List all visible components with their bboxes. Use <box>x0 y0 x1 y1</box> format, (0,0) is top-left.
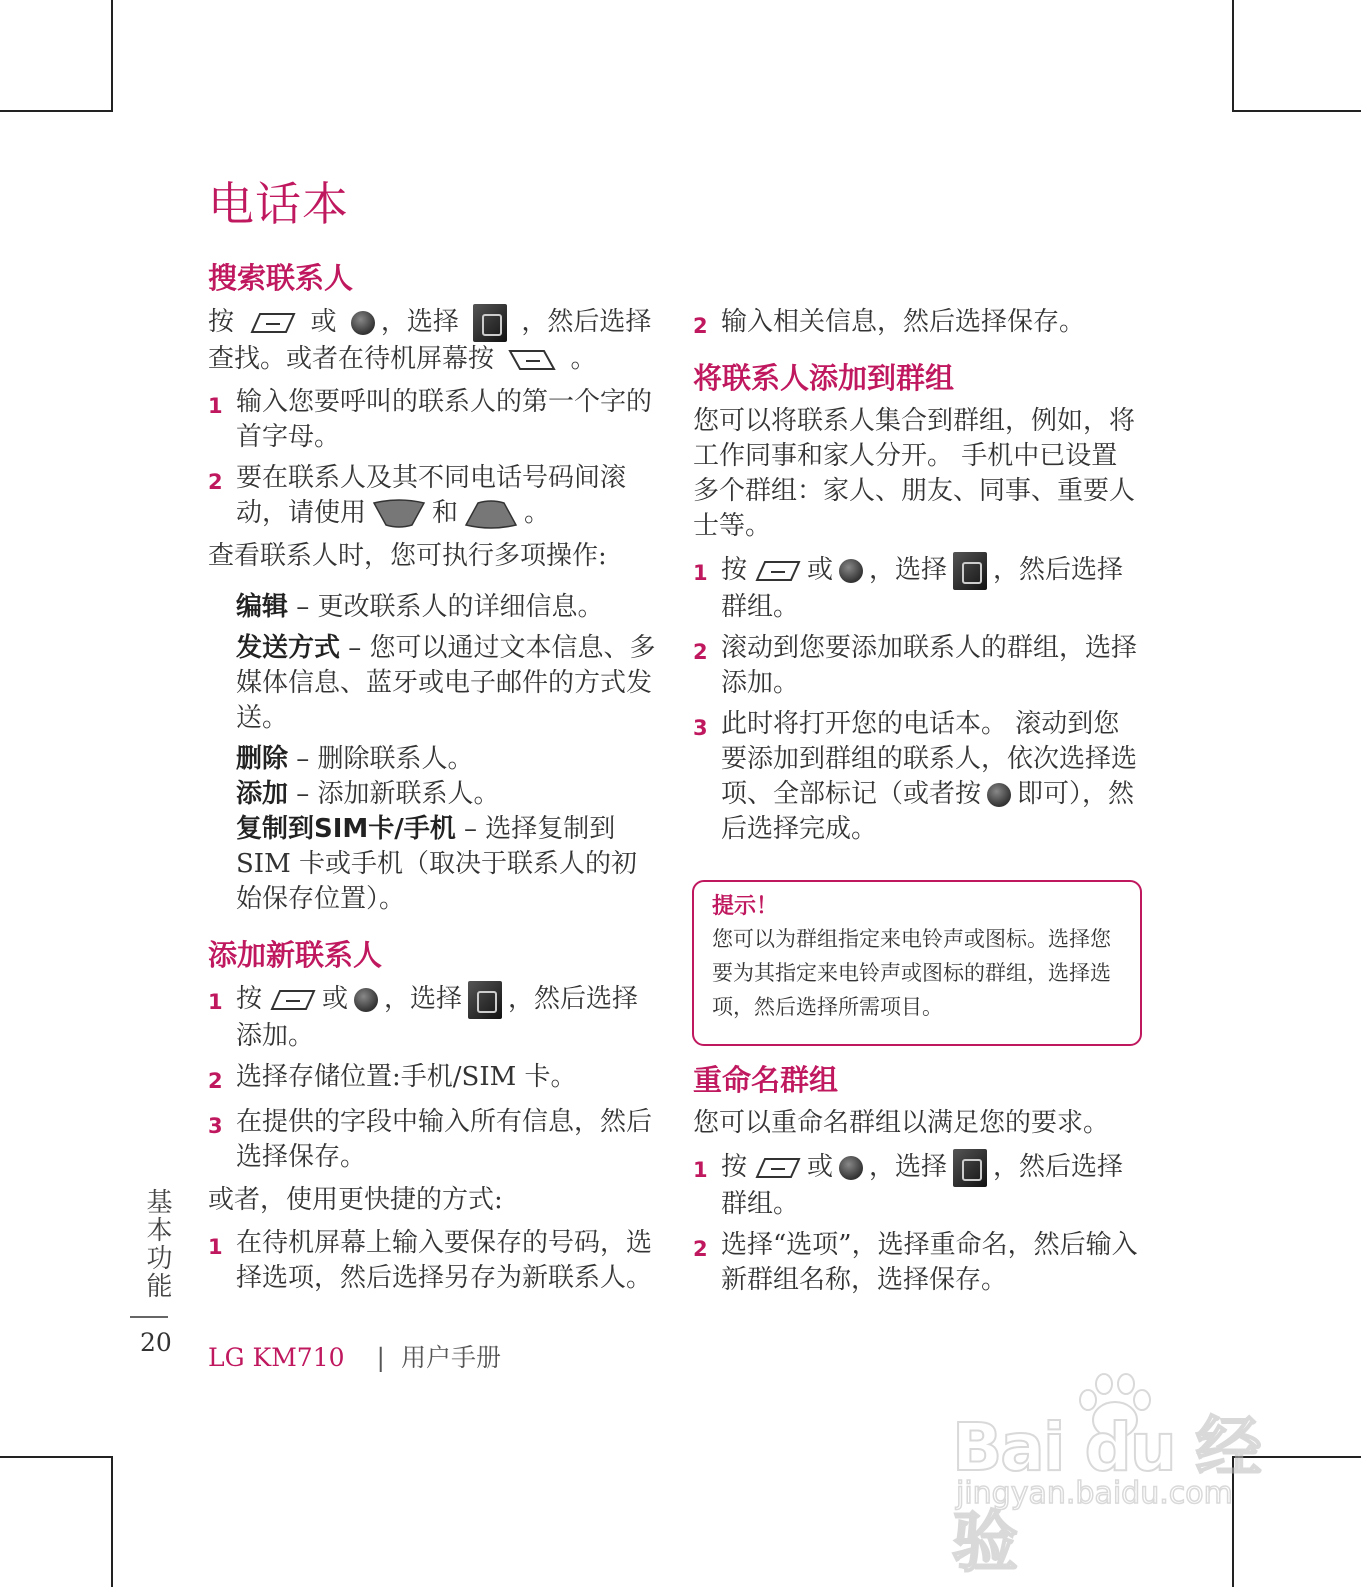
list-item <box>208 981 658 1054</box>
step-number: 2 <box>208 1069 223 1093</box>
list-item <box>693 1228 1143 1298</box>
option-send <box>236 631 658 736</box>
text: 按 <box>208 307 235 337</box>
right-column <box>693 258 1143 855</box>
watermark-url: jingyan.baidu.com <box>956 1476 1233 1511</box>
option-desc: – 添加新联系人。 <box>288 779 500 809</box>
rename-intro: 您可以重命名群组以满足您的要求。 <box>693 1108 1110 1138</box>
nav-up-icon <box>464 499 518 529</box>
option-term: 编辑 <box>236 592 289 622</box>
chapter-label: 基本功能 <box>142 1188 172 1300</box>
view-intro: 查看联系人时，您可执行多项操作: <box>208 541 607 571</box>
list-item <box>208 1105 658 1175</box>
crop-mark-bl-v <box>111 1456 113 1587</box>
text: 和 <box>432 498 459 528</box>
text: ，然后选择群组。 <box>721 555 1124 622</box>
step-number: 2 <box>693 314 708 338</box>
section-heading-rename: 重命名群组 <box>693 1063 839 1097</box>
step-text: 选择存储位置:手机/SIM 卡。 <box>236 1062 577 1092</box>
left-softkey-icon <box>753 1157 801 1179</box>
ok-button-icon <box>839 559 863 583</box>
text: ，然后选择添加。 <box>236 984 639 1051</box>
option-copy <box>236 812 658 917</box>
ok-button-icon <box>839 1156 863 1180</box>
text: 。 <box>524 498 551 528</box>
tip-body: 您可以为群组指定来电铃声或图标。选择您要为其指定来电铃声或图标的群组，选择选项，然后选择所需项目。 <box>712 927 1111 1019</box>
tip-box <box>692 880 1142 1046</box>
section-heading-search: 搜索联系人 <box>208 261 354 295</box>
step-number: 1 <box>208 394 223 418</box>
text: 或 <box>322 984 349 1014</box>
text: ，选择 <box>384 984 463 1014</box>
crop-mark-bl-h <box>0 1456 112 1458</box>
ok-button-icon <box>351 311 375 335</box>
crop-mark-tl-h <box>0 110 112 112</box>
step-number: 1 <box>693 561 708 585</box>
step-text: 输入相关信息，然后选择保存。 <box>721 307 1086 337</box>
option-desc: – 您可以通过文本信息、多媒体信息、蓝牙或电子邮件的方式发送。 <box>236 633 656 733</box>
step-number: 1 <box>208 990 223 1014</box>
option-delete <box>236 742 658 777</box>
text: ，选择 <box>869 1152 948 1182</box>
step-number: 2 <box>208 470 223 494</box>
step-number: 2 <box>693 1237 708 1261</box>
list-item <box>208 385 658 455</box>
text: ，然后选择查找。或者在待机屏幕按 <box>208 307 652 374</box>
text: 或 <box>310 307 337 337</box>
option-term: 发送方式 <box>236 633 341 663</box>
option-add <box>236 777 658 812</box>
step-number: 1 <box>208 1235 223 1259</box>
step-text <box>236 461 658 531</box>
text: 按 <box>721 555 748 585</box>
add-steps <box>208 981 658 1175</box>
sidebar-divider <box>130 1316 168 1318</box>
text: 即可），然后选择完成。 <box>721 779 1135 844</box>
option-desc: – 更改联系人的详细信息。 <box>288 592 604 622</box>
step-text: 滚动到您要添加联系人的群组，选择添加。 <box>721 633 1138 698</box>
text: 按 <box>721 1152 748 1182</box>
phonebook-icon <box>953 1149 987 1187</box>
page-number: 20 <box>140 1328 172 1357</box>
step-text <box>721 707 1143 847</box>
list-item <box>693 552 1143 625</box>
text: 此时将打开您的电话本。 滚动到您要添加到群组的联系人，依次选择选项、全部标记（或者按 <box>721 709 1138 809</box>
text: 或 <box>807 555 834 585</box>
text: 要在联系人及其不同电话号码间滚动，请使用 <box>236 463 627 528</box>
search-steps <box>208 385 658 531</box>
group-intro: 您可以将联系人集合到群组，例如，将工作同事和家人分开。 手机中已设置多个群组：家人、朋友、同事、重要人士等。 <box>693 406 1136 541</box>
list-item <box>208 1060 658 1099</box>
footer <box>208 1338 501 1374</box>
option-desc: – 删除联系人。 <box>288 744 474 774</box>
text: ，选择 <box>869 555 948 585</box>
step-number: 3 <box>693 716 708 740</box>
option-term: 复制到SIM卡/手机 <box>236 814 456 844</box>
search-intro <box>208 304 658 377</box>
list-item <box>208 461 658 531</box>
footer-model: LG KM710 <box>208 1343 345 1372</box>
list-item <box>693 707 1143 847</box>
right-softkey-icon <box>508 349 556 371</box>
step-text <box>721 552 1143 625</box>
phonebook-icon <box>473 304 507 342</box>
step-number: 3 <box>208 1114 223 1138</box>
section-heading-group: 将联系人添加到群组 <box>693 361 955 395</box>
crop-mark-tl-v <box>111 0 113 112</box>
text: 。 <box>570 344 597 374</box>
list-item <box>693 305 1143 344</box>
footer-manual: 用户手册 <box>400 1343 501 1372</box>
step-text: 选择“选项”，选择重命名，然后输入新群组名称，选择保存。 <box>721 1230 1138 1295</box>
list-item <box>693 631 1143 701</box>
ok-button-icon <box>354 988 378 1012</box>
option-term: 删除 <box>236 744 289 774</box>
nav-down-icon <box>372 499 426 529</box>
section-heading-add: 添加新联系人 <box>208 938 383 972</box>
watermark-logo: Bai du 经验 <box>952 1409 1260 1581</box>
footer-separator: | <box>376 1343 385 1372</box>
left-softkey-icon <box>248 312 296 334</box>
text: ，选择 <box>380 307 459 337</box>
step-number: 2 <box>693 640 708 664</box>
option-term: 添加 <box>236 779 289 809</box>
left-softkey-icon <box>268 989 316 1011</box>
option-edit <box>236 590 658 625</box>
list-item <box>693 1149 1143 1222</box>
phonebook-icon <box>953 552 987 590</box>
text: ，然后选择群组。 <box>721 1152 1124 1219</box>
rename-section <box>693 1060 1143 1304</box>
left-column <box>208 258 658 1302</box>
crop-mark-tr-h <box>1232 110 1361 112</box>
step-text <box>236 981 658 1054</box>
step-text: 输入您要呼叫的联系人的第一个字的首字母。 <box>236 387 653 452</box>
group-steps <box>693 552 1143 847</box>
step-number: 1 <box>693 1158 708 1182</box>
step-text <box>721 1149 1143 1222</box>
ok-button-icon <box>987 783 1011 807</box>
text: 按 <box>236 984 263 1014</box>
alt-intro: 或者，使用更快捷的方式: <box>208 1185 503 1215</box>
text: 或 <box>807 1152 834 1182</box>
option-desc: – 选择复制到SIM 卡或手机（取决于联系人的初始保存位置）。 <box>236 814 637 914</box>
phonebook-icon <box>468 981 502 1019</box>
tip-title: 提示！ <box>712 894 779 919</box>
list-item <box>208 1226 658 1296</box>
baidu-watermark <box>952 1372 1262 1581</box>
step-text: 在提供的字段中输入所有信息，然后选择保存。 <box>236 1107 653 1172</box>
step-text: 在待机屏幕上输入要保存的号码，选择选项，然后选择另存为新联系人。 <box>236 1228 653 1293</box>
page-title: 电话本 <box>208 177 349 231</box>
crop-mark-tr-v <box>1232 0 1234 112</box>
left-softkey-icon <box>753 560 801 582</box>
